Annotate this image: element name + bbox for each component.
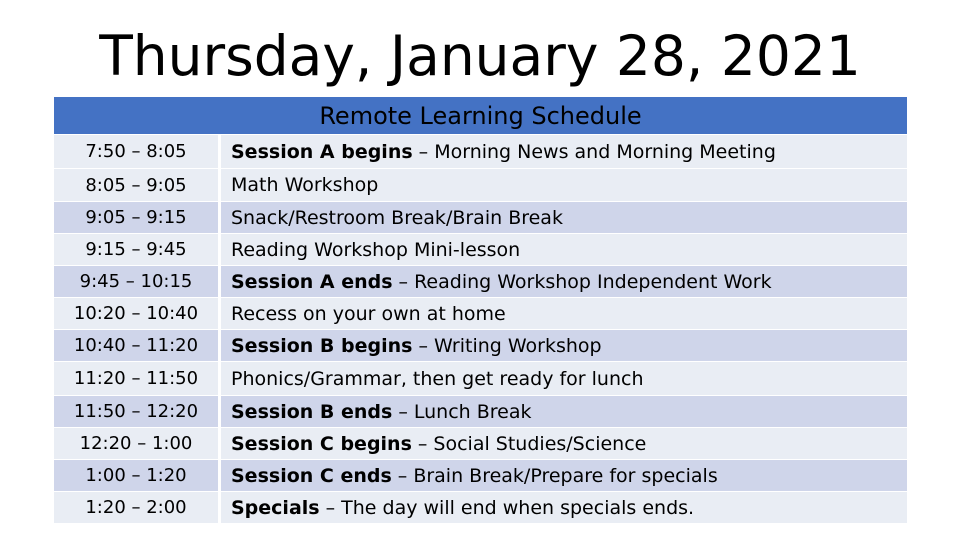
row-activity [221, 169, 907, 201]
table-row [54, 395, 907, 427]
row-activity-text: – Lunch Break [398, 400, 532, 423]
row-activity-text: Reading Workshop Mini-lesson [231, 238, 521, 261]
table-row [54, 168, 907, 201]
row-activity-bold: Session A begins [231, 140, 413, 163]
row-activity [221, 396, 907, 427]
row-activity-text: – The day will end when specials ends. [325, 496, 695, 519]
row-time: 11:50 – 12:20 [54, 396, 221, 427]
row-activity [221, 135, 907, 168]
table-row [54, 459, 907, 491]
row-activity-text: Phonics/Grammar, then get ready for lunch [231, 367, 644, 390]
row-activity-bold: Session B begins [231, 334, 413, 357]
row-activity-bold: Specials [231, 496, 320, 519]
table-row [54, 427, 907, 459]
table-row [54, 297, 907, 329]
row-activity-text: – Brain Break/Prepare for specials [397, 464, 718, 487]
table-row [54, 361, 907, 395]
row-time: 1:00 – 1:20 [54, 460, 221, 491]
row-activity-bold: Session A ends [231, 270, 393, 293]
row-time: 11:20 – 11:50 [54, 362, 221, 395]
row-activity-text: – Writing Workshop [418, 334, 602, 357]
row-activity-bold: Session B ends [231, 400, 393, 423]
row-activity-text: – Social Studies/Science [417, 432, 647, 455]
row-activity-text: Math Workshop [231, 174, 379, 196]
row-time: 8:05 – 9:05 [54, 169, 221, 201]
row-time: 12:20 – 1:00 [54, 428, 221, 459]
row-time: 1:20 – 2:00 [54, 492, 221, 523]
page-title: Thursday, January 28, 2021 [99, 24, 861, 88]
row-activity [221, 362, 907, 395]
row-activity [221, 330, 907, 361]
row-activity-text: Snack/Restroom Break/Brain Break [231, 206, 563, 229]
row-activity [221, 202, 907, 233]
table-row [54, 233, 907, 265]
table-row [54, 329, 907, 361]
row-time: 7:50 – 8:05 [54, 135, 221, 168]
row-activity [221, 492, 907, 523]
schedule-table [54, 97, 907, 523]
row-activity [221, 234, 907, 265]
table-row [54, 134, 907, 168]
row-time: 9:45 – 10:15 [54, 266, 221, 297]
row-time: 10:40 – 11:20 [54, 330, 221, 361]
row-activity [221, 460, 907, 491]
row-time: 9:05 – 9:15 [54, 202, 221, 233]
row-activity [221, 428, 907, 459]
row-activity-text: – Morning News and Morning Meeting [418, 140, 776, 163]
row-activity-bold: Session C begins [231, 432, 412, 455]
row-time: 9:15 – 9:45 [54, 234, 221, 265]
row-activity-bold: Session C ends [231, 464, 392, 487]
row-time: 10:20 – 10:40 [54, 298, 221, 329]
table-row [54, 265, 907, 297]
row-activity [221, 266, 907, 297]
table-row [54, 491, 907, 523]
row-activity-text: – Reading Workshop Independent Work [398, 270, 772, 293]
table-row [54, 201, 907, 233]
row-activity [221, 298, 907, 329]
schedule-header: Remote Learning Schedule [54, 97, 907, 134]
row-activity-text: Recess on your own at home [231, 302, 506, 325]
